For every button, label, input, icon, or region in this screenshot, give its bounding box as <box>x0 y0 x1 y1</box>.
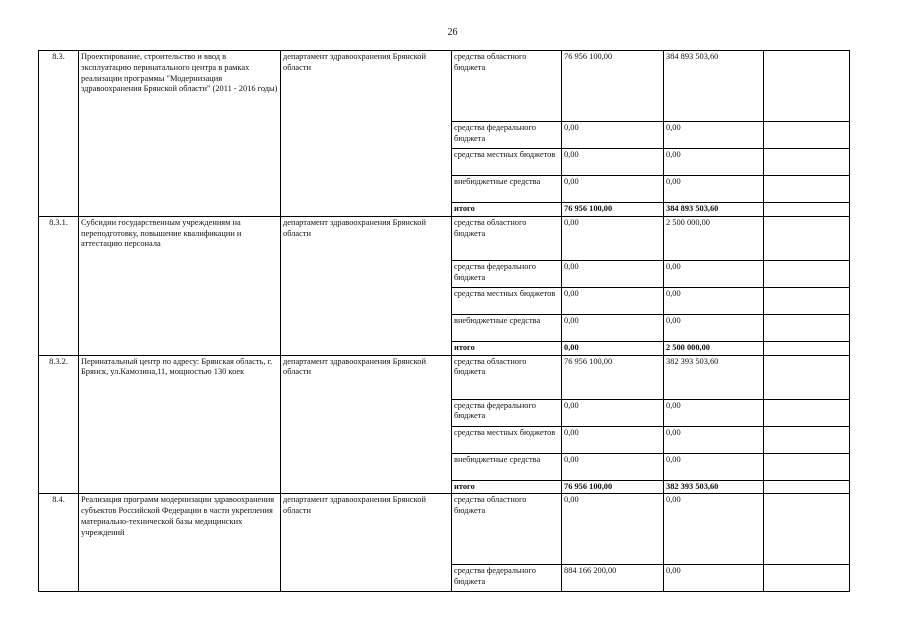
funding-source: средства федерального бюджета <box>452 399 562 426</box>
amount-total: 384 893 503,60 <box>664 51 764 122</box>
empty-cell <box>764 480 850 494</box>
empty-cell <box>764 341 850 355</box>
amount-total: 0,00 <box>664 149 764 176</box>
funding-source: средства федерального бюджета <box>452 565 562 592</box>
amount-total: 0,00 <box>664 287 764 314</box>
amount-total: 0,00 <box>664 426 764 453</box>
section-title: Перинатальный центр по адресу: Брянская область, г. Брянск, ул.Камозина,11, мощностью 130 коек <box>79 355 281 494</box>
amount-total: 2 500 000,00 <box>664 341 764 355</box>
amount-plan: 0,00 <box>562 176 664 203</box>
amount-total: 384 893 503,60 <box>664 203 764 217</box>
amount-plan: 884 166 200,00 <box>562 565 664 592</box>
empty-cell <box>764 287 850 314</box>
amount-total: 0,00 <box>664 314 764 341</box>
section-executor: департамент здравоохранения Брянской области <box>281 216 452 355</box>
amount-plan: 76 956 100,00 <box>562 480 664 494</box>
section-code: 8.4. <box>39 494 79 592</box>
funding-source: средства областного бюджета <box>452 216 562 260</box>
amount-total: 0,00 <box>664 453 764 480</box>
table-row <box>39 494 850 565</box>
funding-source: средства областного бюджета <box>452 51 562 122</box>
amount-plan: 0,00 <box>562 426 664 453</box>
empty-cell <box>764 149 850 176</box>
amount-total: 0,00 <box>664 565 764 592</box>
section-title: Реализация программ модернизации здравоохранения субъектов Российской Федерации в части укрепления материально-технической базы медицинских учреждений <box>79 494 281 592</box>
funding-source: средства федерального бюджета <box>452 122 562 149</box>
empty-cell <box>764 260 850 287</box>
amount-plan: 0,00 <box>562 341 664 355</box>
amount-total: 2 500 000,00 <box>664 216 764 260</box>
amount-total: 0,00 <box>664 176 764 203</box>
funding-source: средства местных бюджетов <box>452 426 562 453</box>
section-code: 8.3. <box>39 51 79 217</box>
amount-total: 0,00 <box>664 260 764 287</box>
amount-plan: 76 956 100,00 <box>562 203 664 217</box>
amount-plan: 0,00 <box>562 216 664 260</box>
table-row <box>39 355 850 399</box>
funding-source: внебюджетные средства <box>452 453 562 480</box>
section-title: Субсидии государственным учреждениям на переподготовку, повышение квалификации и аттестацию персонала <box>79 216 281 355</box>
amount-plan: 0,00 <box>562 287 664 314</box>
amount-total: 0,00 <box>664 399 764 426</box>
empty-cell <box>764 453 850 480</box>
empty-cell <box>764 122 850 149</box>
section-executor: департамент здравоохранения Брянской области <box>281 51 452 217</box>
funding-source: внебюджетные средства <box>452 314 562 341</box>
funding-source: средства местных бюджетов <box>452 149 562 176</box>
empty-cell <box>764 216 850 260</box>
section-executor: департамент здравоохранения Брянской области <box>281 355 452 494</box>
amount-total: 382 393 503,60 <box>664 480 764 494</box>
funding-source: средства областного бюджета <box>452 355 562 399</box>
amount-plan: 0,00 <box>562 494 664 565</box>
amount-total: 0,00 <box>664 494 764 565</box>
amount-plan: 0,00 <box>562 314 664 341</box>
section-executor: департамент здравоохранения Брянской области <box>281 494 452 592</box>
table-row <box>39 216 850 260</box>
empty-cell <box>764 314 850 341</box>
table-row <box>39 51 850 122</box>
empty-cell <box>764 426 850 453</box>
funding-source: итого <box>452 203 562 217</box>
funding-source: средства областного бюджета <box>452 494 562 565</box>
funding-source: средства федерального бюджета <box>452 260 562 287</box>
empty-cell <box>764 203 850 217</box>
funding-source: итого <box>452 341 562 355</box>
funding-source: средства местных бюджетов <box>452 287 562 314</box>
empty-cell <box>764 399 850 426</box>
section-code: 8.3.1. <box>39 216 79 355</box>
empty-cell <box>764 176 850 203</box>
empty-cell <box>764 494 850 565</box>
page-number: 26 <box>447 27 458 38</box>
amount-plan: 0,00 <box>562 399 664 426</box>
amount-plan: 0,00 <box>562 453 664 480</box>
amount-plan: 0,00 <box>562 149 664 176</box>
empty-cell <box>764 565 850 592</box>
amount-plan: 76 956 100,00 <box>562 355 664 399</box>
amount-plan: 76 956 100,00 <box>562 51 664 122</box>
amount-total: 382 393 503,60 <box>664 355 764 399</box>
funding-source: внебюджетные средства <box>452 176 562 203</box>
amount-plan: 0,00 <box>562 260 664 287</box>
funding-source: итого <box>452 480 562 494</box>
empty-cell <box>764 51 850 122</box>
section-code: 8.3.2. <box>39 355 79 494</box>
empty-cell <box>764 355 850 399</box>
budget-table <box>38 50 850 592</box>
amount-total: 0,00 <box>664 122 764 149</box>
section-title: Проектирование, строительство и ввод в эксплуатацию перинатального центра в рамках реализации программы "Модернизация здравоохранения Брянской области" (2011 - 2016 годы) <box>79 51 281 217</box>
amount-plan: 0,00 <box>562 122 664 149</box>
